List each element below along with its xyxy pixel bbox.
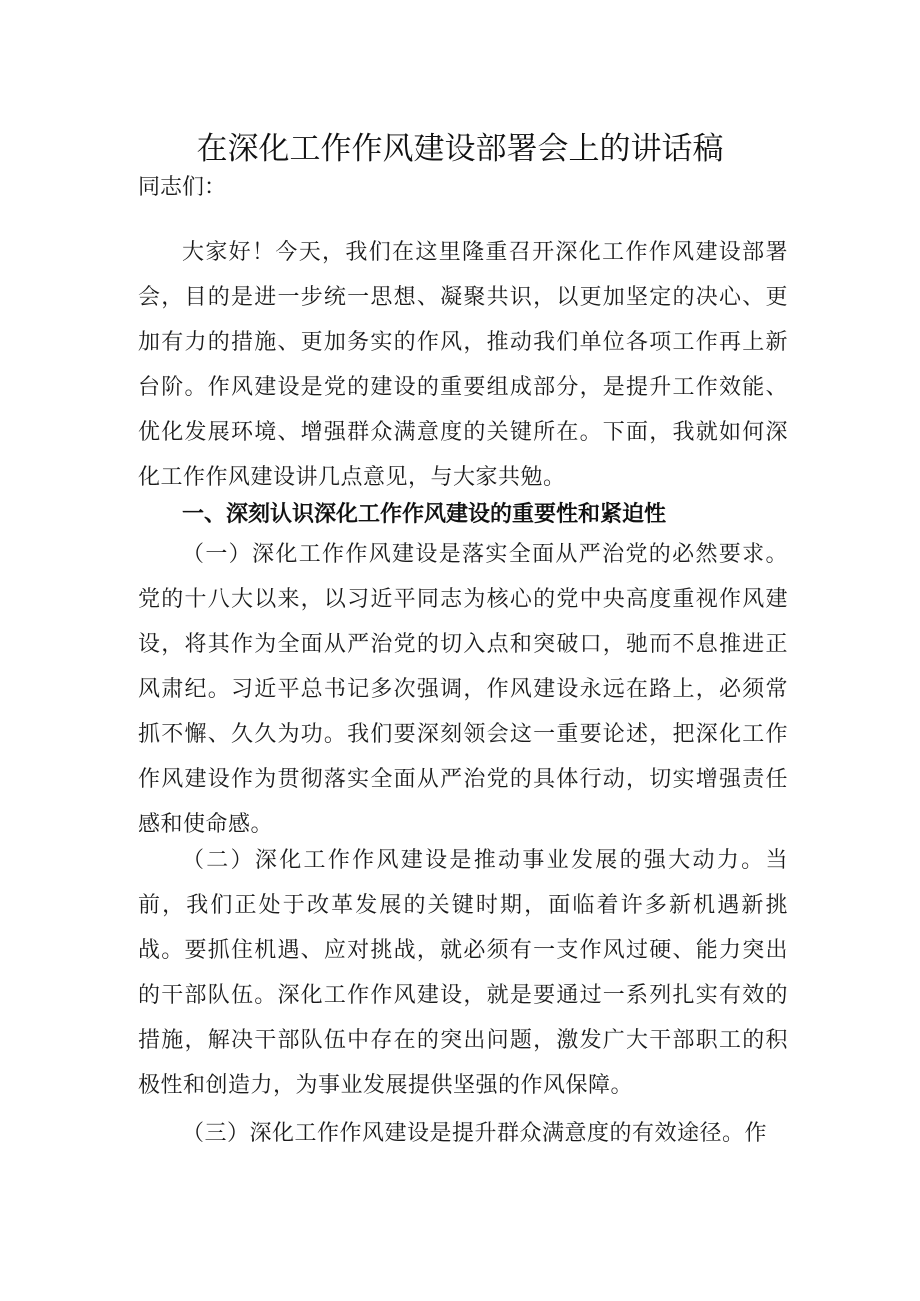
document-title: 在深化工作作风建设部署会上的讲话稿 — [196, 131, 724, 167]
intro-paragraph: 大家好！今天，我们在这里隆重召开深化工作作风建设部署会，目的是进一步统一思想、凝聚共识，以更加坚定的决心、更加有力的措施、更加务实的作风，推动我们单位各项工作再上新台阶。作风建设是党的建设的重要组成部分，是提升工作效能、优化发展环境、增强群众满意度的关键所在。下面，我就如何深化工作作风建设讲几点意见，与大家共勉。 — [138, 240, 788, 490]
subsection-paragraph-1: （一）深化工作作风建设是落实全面从严治党的必然要求。党的十八大以来，以习近平同志为核心的党中央高度重视作风建设，将其作为全面从严治党的切入点和突破口，驰而不息推进正风肃纪。习近平总书记多次强调，作风建设永远在路上，必须常抓不懈、久久为功。我们要深刻领会这一重要论述，把深化工作作风建设作为贯彻落实全面从严治党的具体行动，切实增强责任感和使命感。 — [138, 542, 788, 837]
salutation: 同志们： — [138, 175, 227, 200]
section-heading-1: 一、深刻认识深化工作作风建设的重要性和紧迫性 — [182, 502, 667, 527]
subsection-paragraph-2: （二）深化工作作风建设是推动事业发展的强大动力。当前，我们正处于改革发展的关键时期，面临着许多新机遇新挑战。要抓住机遇、应对挑战，就必须有一支作风过硬、能力突出的干部队伍。深化工作作风建设，就是要通过一系列扎实有效的措施，解决干部队伍中存在的突出问题，激发广大干部职工的积极性和创造力，为事业发展提供坚强的作风保障。 — [138, 848, 788, 1098]
subsection-paragraph-3: （三）深化工作作风建设是提升群众满意度的有效途径。作 — [182, 1121, 768, 1146]
